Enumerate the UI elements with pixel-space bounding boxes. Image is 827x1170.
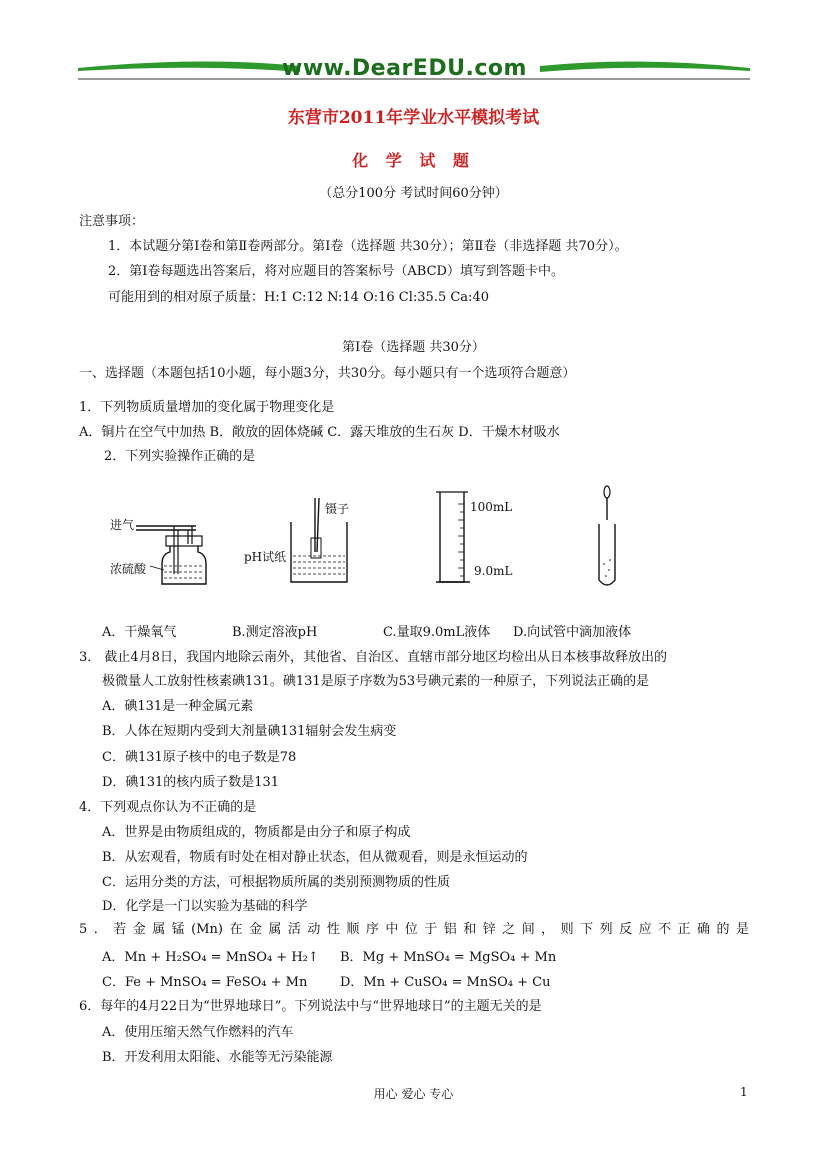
site-logo[interactable]: www.DearEDU.com	[282, 56, 527, 81]
q1-stem: 1．下列物质质量增加的变化属于物理变化是	[79, 400, 335, 415]
q4-option-b: B．从宏观看，物质有时处在相对静止状态，但从微观看，则是永恒运动的	[102, 850, 528, 865]
label-9ml: 9.0mL	[474, 564, 513, 578]
q6-option-a: A．使用压缩天然气作燃料的汽车	[102, 1025, 294, 1040]
q1-options: A．铜片在空气中加热 B．敞放的固体烧碱 C．露天堆放的生石灰 D．干燥木材吸水	[79, 425, 560, 440]
exam-subtitle: 化 学 试 题	[352, 151, 475, 170]
q5-option-c: C．Fe + MnSO₄ = FeSO₄ + Mn	[102, 975, 308, 990]
q5-option-a: A．Mn + H₂SO₄ = MnSO₄ + H₂↑	[102, 950, 319, 965]
q4-option-c: C．运用分类的方法，可根据物质所属的类别预测物质的性质	[102, 875, 450, 890]
section-heading: 第Ⅰ卷（选择题 共30分）	[342, 340, 485, 355]
notice-heading: 注意事项：	[79, 214, 145, 229]
q2-stem: 2．下列实验操作正确的是	[104, 449, 256, 464]
atomic-masses: 可能用到的相对原子质量：H:1 C:12 N:14 O:16 Cl:35.5 Ca:40	[108, 290, 489, 305]
q3-option-b: B．人体在短期内受到大剂量碘131辐射会发生病变	[102, 724, 397, 739]
q6-stem: 6．每年的4月22日为“世界地球日”。下列说法中与“世界地球日”的主题无关的是	[79, 999, 542, 1014]
q5-option-d: D．Mn + CuSO₄ = MnSO₄ + Cu	[340, 975, 551, 990]
q5-option-b: B．Mg + MnSO₄ = MgSO₄ + Mn	[340, 950, 557, 965]
label-conc-acid: 浓硫酸	[110, 562, 147, 576]
gas-drying-bottle-figure	[108, 492, 218, 592]
q2-option-a: A．干燥氧气	[102, 625, 177, 640]
dropper-test-tube-figure	[592, 484, 622, 590]
exam-title: 东营市2011年学业水平模拟考试	[287, 108, 540, 128]
notice-item-2: 2．第Ⅰ卷每题选出答案后，将对应题目的答案标号（ABCD）填写到答题卡中。	[108, 264, 564, 279]
q4-option-a: A．世界是由物质组成的，物质都是由分子和原子构成	[102, 825, 411, 840]
q2-option-c: C.量取9.0mL液体	[383, 625, 491, 640]
notice-item-1: 1．本试题分第Ⅰ卷和第Ⅱ卷两部分。第Ⅰ卷（选择题 共30分）；第Ⅱ卷（非选择题 共70分）。	[108, 239, 628, 254]
q3-stem-line1: 3． 截止4月8日，我国内地除云南外，其他省、自治区、直辖市部分地区均检出从日本核事故释放出的	[79, 650, 667, 665]
q3-option-a: A．碘131是一种金属元素	[102, 699, 254, 714]
label-100ml: 100mL	[470, 500, 513, 514]
section-intro: 一、选择题（本题包括10小题，每小题3分，共30分。每小题只有一个选项符合题意）	[79, 366, 576, 381]
q4-stem: 4．下列观点你认为不正确的是	[79, 800, 257, 815]
q6-option-b: B．开发利用太阳能、水能等无污染能源	[102, 1050, 333, 1065]
exam-info: （总分100分 考试时间60分钟）	[319, 186, 508, 201]
label-tweezers: 镊子	[325, 502, 350, 516]
q5-stem: 5．若金属锰(Mn)在金属活动性顺序中位于铝和锌之间，则下列反应不正确的是	[79, 922, 749, 937]
label-gas-in: 进气	[110, 518, 135, 532]
q2-option-b: B.测定溶液pH	[232, 625, 318, 640]
label-ph-paper: pH试纸	[244, 550, 287, 564]
q3-stem-line2: 极微量人工放射性核素碘131。碘131是原子序数为53号碘元素的一种原子，下列说法正确的是	[102, 674, 650, 689]
q3-option-d: D．碘131的核内质子数是131	[102, 775, 280, 790]
q2-option-d: D.向试管中滴加液体	[513, 625, 632, 640]
page-number: 1	[740, 1085, 748, 1099]
q3-option-c: C．碘131原子核中的电子数是78	[102, 750, 297, 765]
footer-motto: 用心 爱心 专心	[373, 1087, 454, 1101]
graduated-cylinder-figure	[434, 486, 474, 588]
q4-option-d: D．化学是一门以实验为基础的科学	[102, 899, 308, 914]
